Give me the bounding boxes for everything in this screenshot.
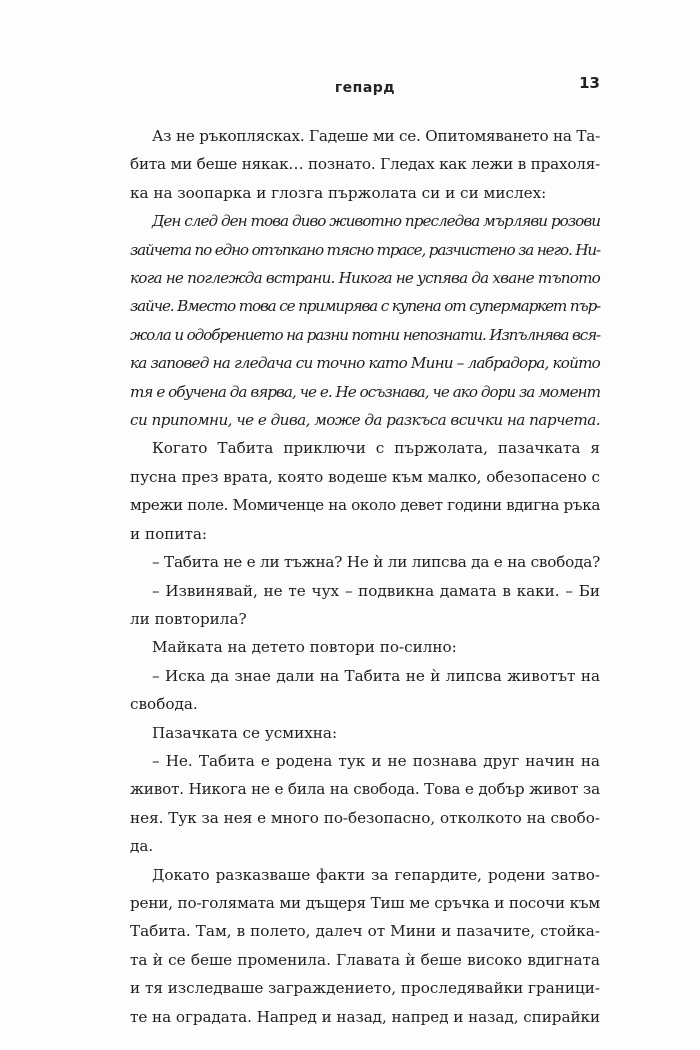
text-line: Пазачката се усмихна: (152, 723, 338, 742)
text-line: Когато Табита приключи с пържолата, пазачката я (152, 439, 600, 458)
text-line: бита ми беше някак… познато. Гледах как лежи в прахоля- (130, 155, 600, 174)
text-line: тя е обучена да вярва, че е. Не осъзнава, че ако дори за момент (130, 382, 600, 401)
page-number: 13 (579, 74, 600, 92)
text-line: Аз не ръкоплясках. Гадеше ми се. Опитомяването на Та- (152, 127, 600, 145)
text-line: да. (130, 837, 154, 856)
paragraph (130, 719, 600, 747)
text-line: зайче. Вместо това се примирява с купена от супермаркет пър- (130, 297, 600, 316)
paragraph (130, 662, 600, 719)
text-line: – Иска да знае дали на Табита не ѝ липсва животът на (152, 666, 600, 685)
text-line: нея. Тук за нея е много по-безопасно, отколкото на свобо- (130, 808, 601, 827)
text-line: си припомни, че е дива, може да разкъса всички на парчета. (130, 411, 600, 430)
text-line: Ден след ден това диво животно преследва мърляви розови (152, 212, 600, 231)
text-line: те на оградата. Напред и назад, напред и назад, спирайки (130, 1007, 601, 1026)
paragraph (130, 747, 600, 861)
text-line: – Извинявай, не те чух – подвикна дамата в каки. – Би (152, 581, 600, 600)
paragraph (130, 122, 600, 207)
paragraph (130, 861, 600, 1031)
paragraph (130, 207, 600, 434)
text-line: свобода. (130, 695, 198, 714)
text-line: – Табита не е ли тъжна? Не ѝ ли липсва да е на свобода? (152, 553, 601, 572)
text-line: рени, по-голямата ми дъщеря Тиш ме сръчка и посочи към (130, 893, 601, 912)
paragraph (130, 577, 600, 634)
text-line: – Не. Табита е родена тук и не познава друг начин на (152, 751, 600, 770)
text-line: ли повторила? (130, 609, 247, 628)
text-line: кога не поглежда встрани. Никога не успява да хване тъпото (130, 269, 600, 288)
text-line: и попита: (130, 524, 208, 543)
text-line: жола и одобрението на разни потни непознати. Изпълнява вся- (130, 325, 601, 344)
text-line: та ѝ се беше променила. Главата ѝ беше високо вдигната (130, 950, 600, 969)
text-line: и тя изследваше заграждението, проследявайки граници- (130, 979, 600, 998)
paragraph (130, 633, 600, 661)
paragraph (130, 434, 600, 548)
text-line: Майката на детето повтори по-силно: (152, 638, 457, 657)
text-line: Докато разказваше факти за гепардите, родени затво- (152, 865, 600, 884)
text-line: пусна през врата, която водеше към малко, обезопасено с (130, 467, 600, 486)
text-line: мрежи поле. Момиченце на около девет години вдигна ръка (130, 496, 600, 515)
body-text (130, 122, 600, 1031)
text-line: Табита. Там, в полето, далеч от Мини и пазачите, стойка- (130, 922, 600, 941)
running-title: гепард (334, 80, 396, 96)
text-line: ка на зоопарка и глозга пържолата си и си мислех: (130, 183, 547, 202)
running-head (130, 72, 600, 102)
text-line: ка заповед на гледача си точно като Мини – лабрадора, който (130, 354, 600, 373)
text-line: живот. Никога не е била на свобода. Това е добър живот за (130, 780, 600, 799)
paragraph (130, 548, 600, 576)
text-line: зайчета по едно отъпкано тясно трасе, разчистено за него. Ни- (130, 240, 601, 259)
